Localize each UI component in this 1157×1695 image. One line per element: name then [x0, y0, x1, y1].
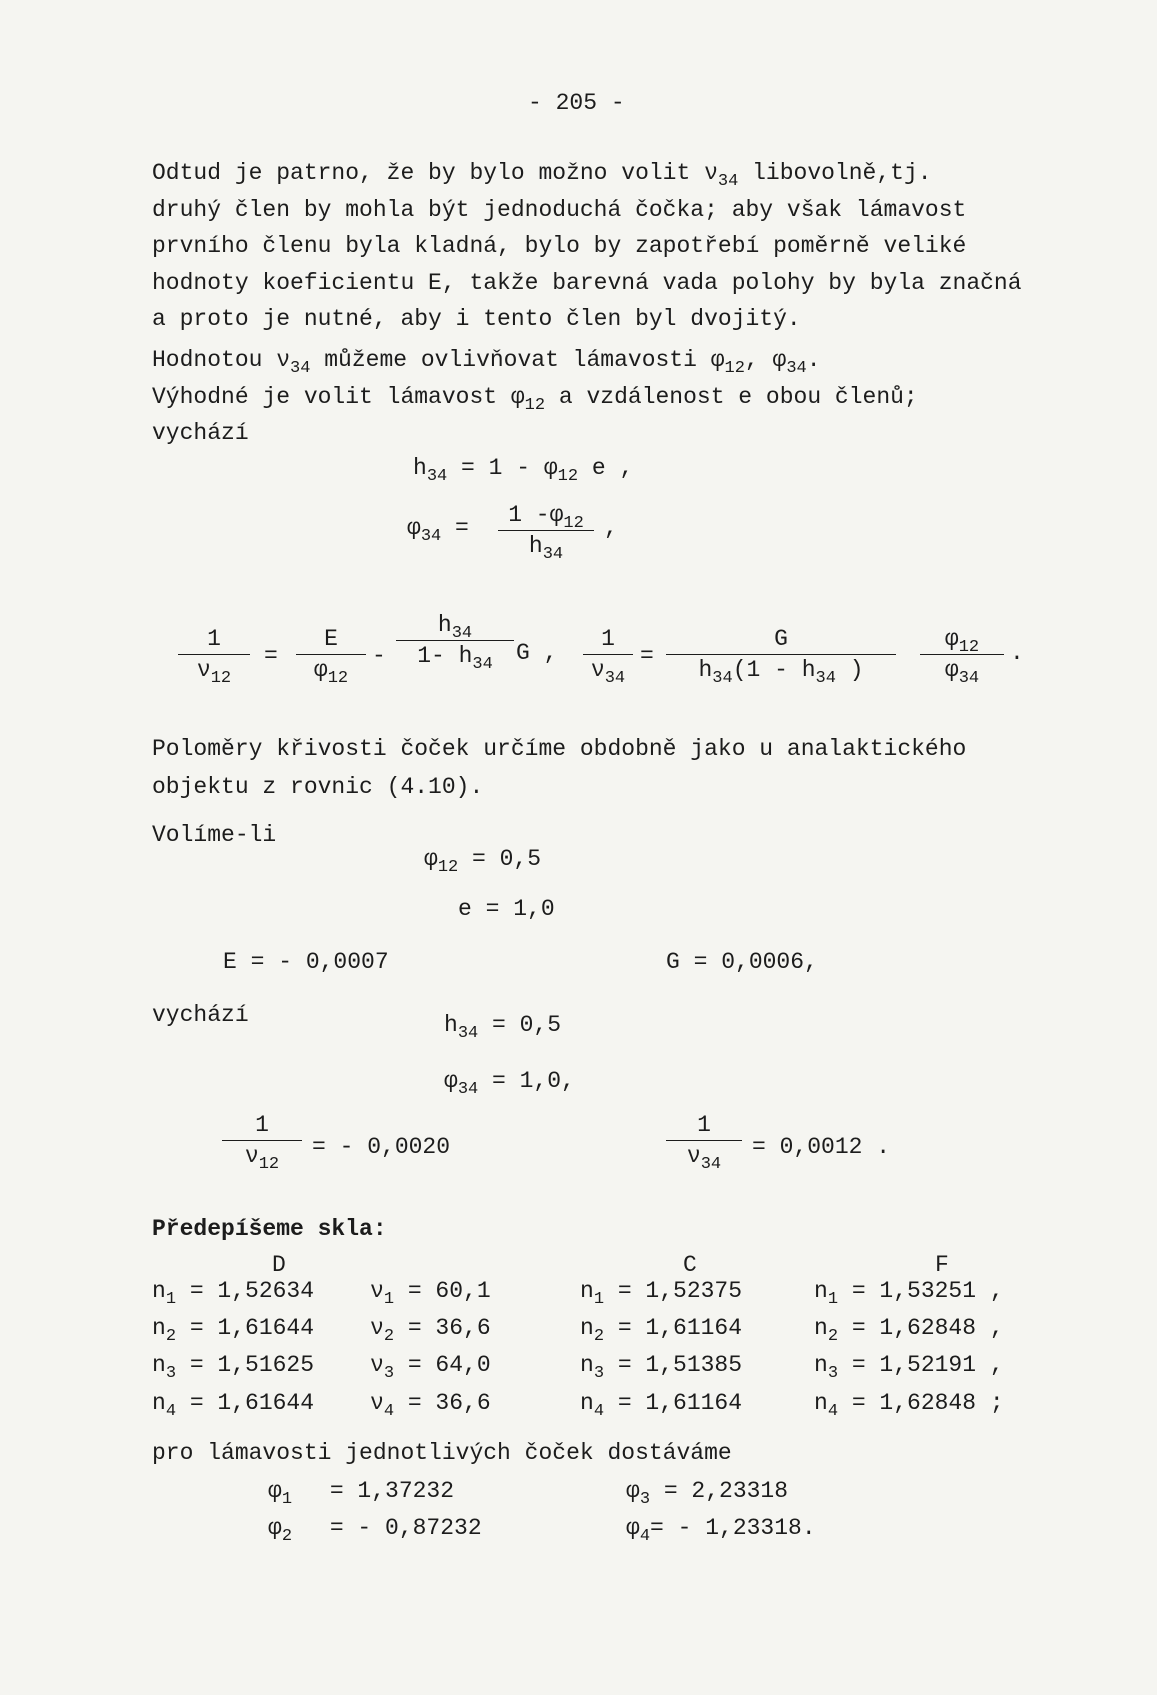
column-header-C: C [683, 1252, 697, 1278]
table-row: $n_2 = 1,61644$ [152, 1315, 315, 1346]
table-row: $n_1 = 1,52634$ [152, 1278, 315, 1309]
fraction-1-over-nu34-result: 1 $\nu_{34}$ [666, 1112, 742, 1169]
period: . [1010, 640, 1024, 666]
g-term: G , [516, 640, 558, 666]
table-cell: $n_3 = 1,52191$ , [814, 1352, 1004, 1383]
label-predepiseme: Předepíšeme skla: [152, 1216, 387, 1242]
value-phi34: $\varphi_{34} = 1,0$, [444, 1068, 575, 1099]
text-line: prvního členu byla kladná, bylo by zapotřebí poměrně veliké [152, 233, 967, 259]
value-1-over-nu34: = 0,0012 . [752, 1134, 891, 1160]
text-line: Poloměry křivosti čoček určíme obdobně jako u analaktického [152, 736, 967, 762]
text-line: druhý člen by mohla být jednoduchá čočka; aby však lámavost [152, 196, 967, 223]
text-line: Hodnotou $\nu_{34}$ můžeme ovlivňovat lámavosti $\varphi_{12}$, $\varphi_{34}$. [152, 347, 821, 378]
equation-comma: , [604, 515, 618, 541]
table-row: $n_4 = 1,61644$ [152, 1390, 315, 1421]
table-cell: $n_1 = 1,53251$ , [814, 1278, 1004, 1309]
text-line: Odtud je patrno, že by bylo možno volit $\nu_{34}$ libovolně,tj. [152, 160, 932, 191]
fraction-h34-over-1-h34: $h_{34}$ 1- $h_{34}$ [396, 612, 514, 669]
value-phi4: $\varphi_4= - 1,23318$. [626, 1515, 816, 1546]
table-cell: $n_4 = 1,62848$ ; [814, 1390, 1004, 1421]
equation-h34: $h_{34} = 1 - \varphi_{12}$ e , [413, 455, 634, 486]
value-e: e = 1,0 [458, 896, 555, 922]
table-cell: $\nu_2 = 36,6$ [370, 1315, 491, 1346]
column-header-D: D [272, 1252, 286, 1278]
column-header-F: F [935, 1252, 949, 1278]
label-volime-li: Volíme-li [152, 822, 277, 848]
table-cell: $n_4 = 1,61164$ [580, 1390, 743, 1421]
fraction-1-over-nu34: 1 $\nu_{34}$ [583, 626, 633, 683]
equals-sign: = [264, 643, 278, 669]
text-line: a proto je nutné, aby i tento člen byl dvojitý. [152, 306, 801, 332]
table-cell: $n_2 = 1,62848$ , [814, 1315, 1004, 1346]
text-line: hodnoty koeficientu E, takže barevná vada polohy by byla značná [152, 269, 1022, 296]
table-cell: $n_1 = 1,52375$ [580, 1278, 743, 1309]
fraction-G: G $h_{34}(1 - h_{34}$ ) [666, 626, 896, 683]
table-cell: $\nu_4 = 36,6$ [370, 1390, 491, 1421]
table-cell: $n_2 = 1,61164$ [580, 1315, 743, 1346]
value-1-over-nu12: = - 0,0020 [312, 1134, 451, 1160]
label-vychazi: vychází [152, 1002, 249, 1028]
paragraph-polomery [152, 730, 1082, 806]
text-line: objektu z rovnic (4.10). [152, 774, 484, 800]
value-h34: $h_{34} = 0,5$ [444, 1012, 562, 1043]
fraction-E-over-phi12: E $\varphi_{12}$ [296, 626, 366, 683]
paragraph-hodnotou [152, 342, 1082, 452]
value-phi2: $\varphi_2$ = - 0,87232 [268, 1515, 482, 1546]
fraction-1-over-nu12-result: 1 $\nu_{12}$ [222, 1112, 302, 1169]
page-number: - 205 - [528, 90, 625, 116]
equals-sign: = [640, 643, 654, 669]
value-E: E = - 0,0007 [223, 949, 389, 975]
value-phi1: $\varphi_1 = 1,37232$ [268, 1478, 455, 1509]
label-lamavosti: pro lámavosti jednotlivých čoček dostáváme [152, 1440, 732, 1466]
text-line: Výhodné je volit lámavost $\varphi_{12}$ a vzdálenost e obou členů; [152, 383, 918, 415]
value-phi12: $\varphi_{12} = 0,5$ [424, 846, 542, 877]
paragraph-intro [152, 155, 1082, 338]
equation-phi34-lhs: $\varphi_{34}$ = [407, 515, 469, 546]
minus-sign: - [372, 643, 386, 669]
text-line: vychází [152, 420, 249, 446]
fraction-1-over-nu12: 1 $\nu_{12}$ [178, 626, 250, 683]
table-cell: $n_3 = 1,51385$ [580, 1352, 743, 1383]
fraction-phi34: 1 $-\varphi_{12}$ $h_{34}$ [498, 502, 594, 559]
value-phi3: $\varphi_3 = 2,23318$ [626, 1478, 789, 1509]
table-cell: $\nu_3 = 64,0$ [370, 1352, 491, 1383]
table-cell: $\nu_1 = 60,1$ [370, 1278, 491, 1309]
value-G: G = 0,0006, [666, 949, 818, 975]
fraction-phi12-over-phi34: $\varphi_{12}$ $\varphi_{34}$ [920, 626, 1004, 683]
table-row: $n_3 = 1,51625$ [152, 1352, 315, 1383]
